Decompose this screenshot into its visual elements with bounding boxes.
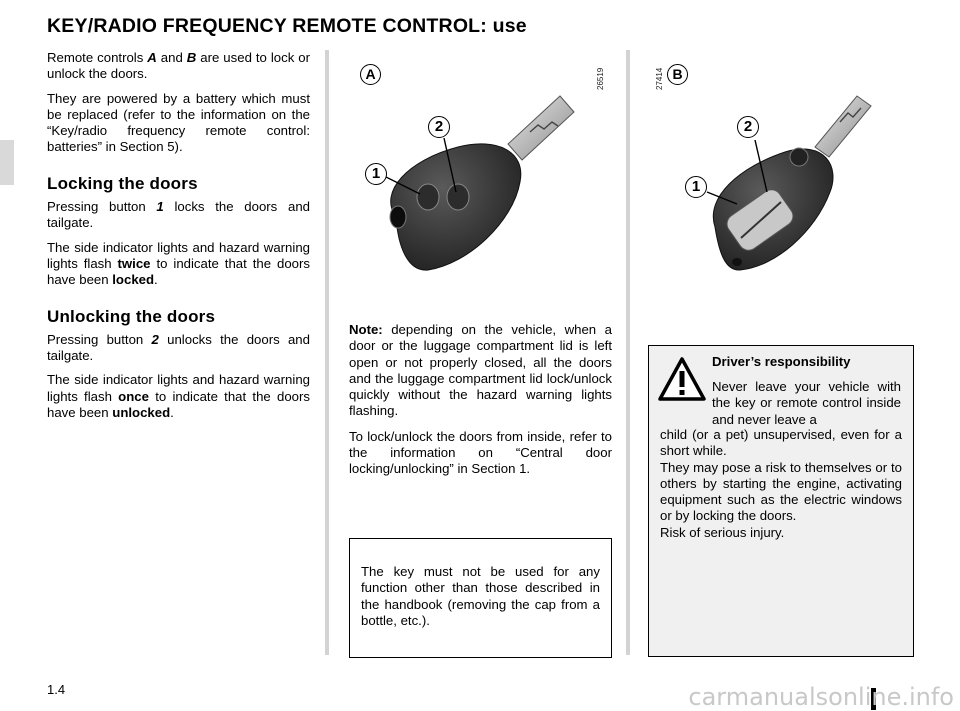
column-rule-2 bbox=[626, 50, 630, 655]
locking-paragraph-2: The side indicator lights and hazard warning lights flash twice to indicate that the doors have been locked. bbox=[47, 239, 310, 288]
warning-intro: Never leave your vehicle with the key or remote control inside and never leave a bbox=[712, 379, 901, 427]
warning-body-line-1: child (or a pet) unsupervised, even for a short while. bbox=[660, 427, 902, 459]
unlocking-paragraph-1: Pressing button 2 unlocks the doors and tailgate. bbox=[47, 331, 310, 364]
figure-b-button-1-label: 1 bbox=[685, 176, 707, 198]
figure-a-code: 26519 bbox=[596, 67, 605, 90]
unlocking-paragraph-2: The side indicator lights and hazard warning lights flash once to indicate that the doors have been unlocked. bbox=[47, 372, 310, 421]
note-paragraph-1: Note: depending on the vehicle, when a door or the luggage compartment lid is left open or not properly closed, all the doors and the luggage compartment lid lock/unlock quickly without the hazard warning lights flashing. bbox=[349, 322, 612, 419]
figure-b-code: 27414 bbox=[655, 67, 664, 90]
column-1 bbox=[47, 50, 310, 429]
key-usage-box bbox=[349, 538, 612, 658]
column-rule-1 bbox=[325, 50, 329, 655]
figure-b-flip-key bbox=[645, 52, 912, 300]
unlocking-heading: Unlocking the doors bbox=[47, 306, 216, 326]
warning-body-line-2: They may pose a risk to themselves or to others by starting the engine, activating equipment such as the electric windows or by locking the doors. bbox=[660, 459, 902, 524]
figure-a-label: A bbox=[360, 64, 381, 85]
driver-responsibility-box bbox=[648, 345, 914, 657]
note-paragraph-2: To lock/unlock the doors from inside, refer to the information on “Central door locking/unlocking” in Section 1. bbox=[349, 428, 612, 477]
figure-a-button-1-label: 1 bbox=[365, 163, 387, 185]
warning-triangle-icon bbox=[658, 356, 706, 402]
section-side-tab bbox=[0, 140, 14, 185]
figure-a-button-2-label: 2 bbox=[428, 116, 450, 138]
figure-b-label: B bbox=[667, 64, 688, 85]
figure-b-button-2-label: 2 bbox=[737, 116, 759, 138]
locking-paragraph-1: Pressing button 1 locks the doors and tailgate. bbox=[47, 199, 310, 231]
flip-key-b-image bbox=[645, 52, 912, 300]
warning-body bbox=[660, 427, 902, 541]
page-number: 1.4 bbox=[47, 682, 66, 697]
key-usage-text: The key must not be used for any function other than those described in the handbook (removing the cap from a bottle, etc.). bbox=[361, 564, 600, 628]
remote-key-a-image bbox=[348, 52, 615, 300]
intro-paragraph-2: They are powered by a battery which must be replaced (refer to the information on the “Key/radio frequency remote control: batteries” in Section 5). bbox=[47, 90, 310, 155]
warning-body-line-3: Risk of serious injury. bbox=[660, 524, 785, 540]
page-title: KEY/RADIO FREQUENCY REMOTE CONTROL: use bbox=[47, 15, 527, 37]
warning-heading: Driver’s responsibility bbox=[712, 354, 851, 369]
note-section bbox=[349, 322, 612, 487]
intro-paragraph-1: Remote controls A and B are used to lock or unlock the doors. bbox=[47, 50, 310, 82]
watermark: carmanualsonline.info bbox=[688, 683, 954, 711]
figure-a-remote-key bbox=[348, 52, 615, 300]
locking-heading: Locking the doors bbox=[47, 173, 198, 193]
